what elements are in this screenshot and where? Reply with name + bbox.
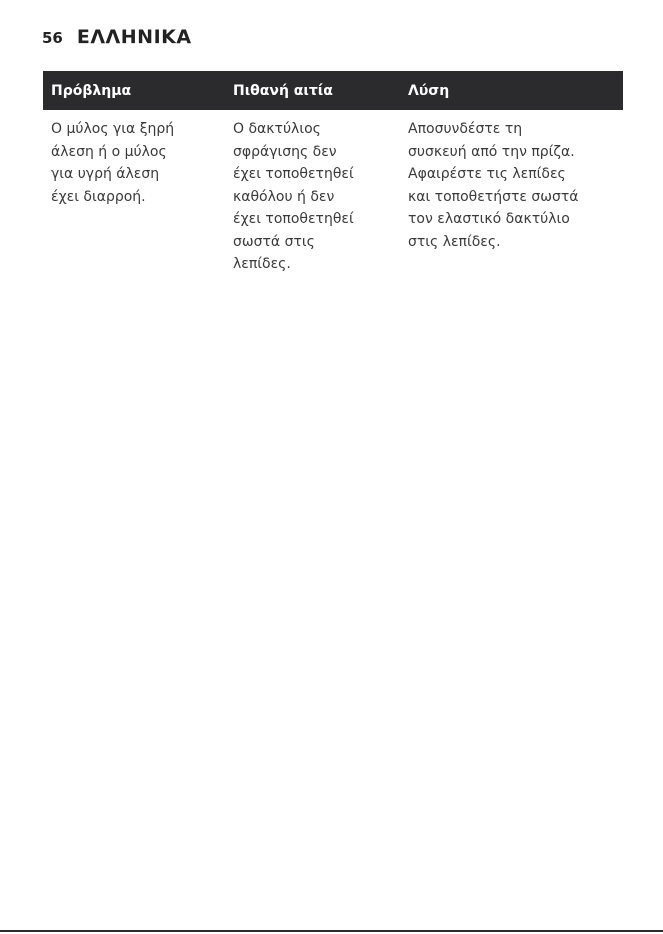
table-row xyxy=(43,110,623,276)
column-header-solution: Λύση xyxy=(408,82,450,99)
problem-cell: Ο μύλος για ξηρή άλεση ή ο μύλος για υγρή άλεση έχει διαρροή. xyxy=(51,121,175,205)
table-header-row xyxy=(43,71,623,110)
page-header xyxy=(42,26,192,48)
page-number: 56 xyxy=(42,29,63,47)
section-title: ΕΛΛΗΝΙΚΑ xyxy=(76,26,192,48)
troubleshooting-table xyxy=(43,71,623,276)
cause-cell: Ο δακτύλιος σφράγισης δεν έχει τοποθετηθεί καθόλου ή δεν έχει τοποθετηθεί σωστά στις λεπίδες. xyxy=(233,121,354,272)
column-header-cause: Πιθανή αιτία xyxy=(233,82,333,99)
column-header-problem: Πρόβλημα xyxy=(51,82,132,99)
page-bottom-rule xyxy=(0,930,663,932)
solution-cell: Αποσυνδέστε τη συσκευή από την πρίζα. Αφαιρέστε τις λεπίδες και τοποθετήστε σωστά τον ελαστικό δακτύλιο στις λεπίδες. xyxy=(408,121,579,250)
